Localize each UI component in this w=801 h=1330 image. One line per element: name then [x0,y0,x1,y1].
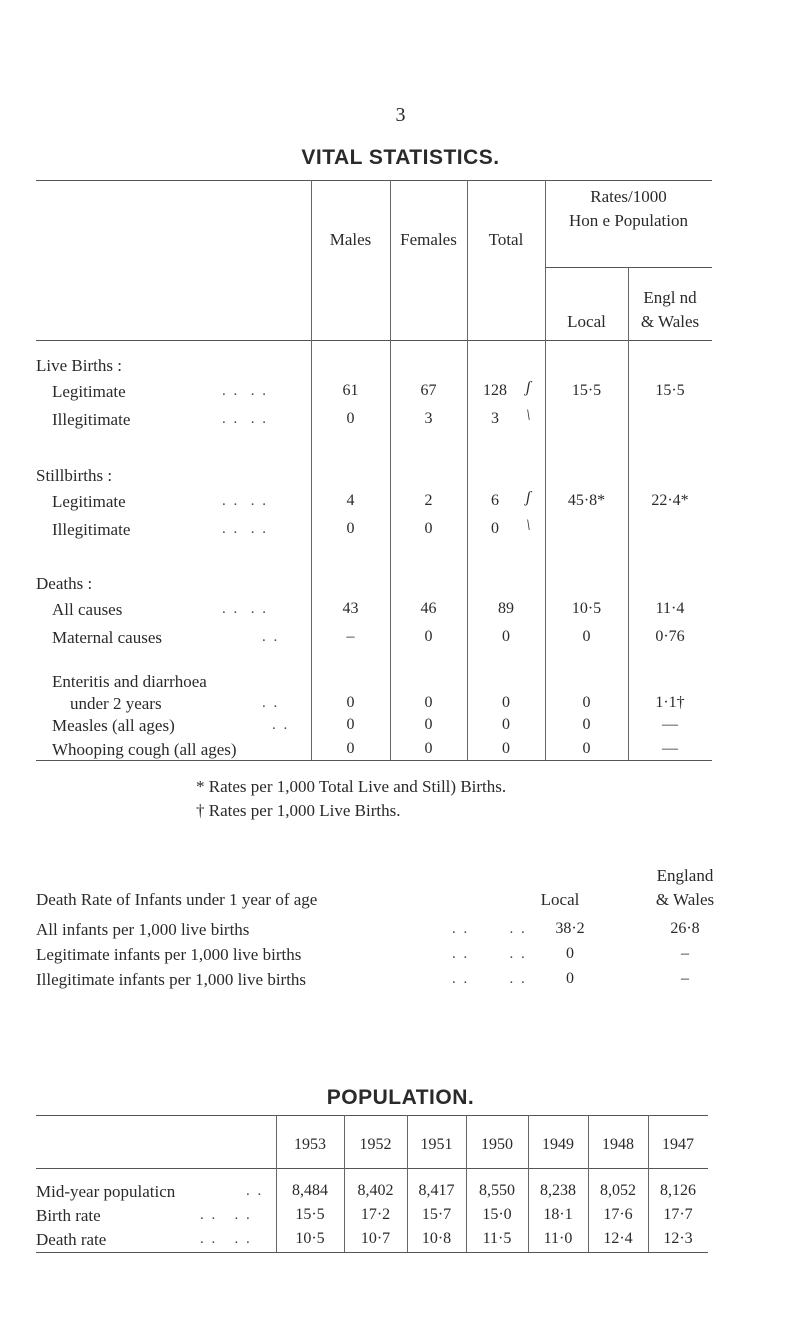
leader-dots: . . . . [452,971,527,987]
infant-col-local: Local [540,890,580,909]
pop-year-header: 1951 [420,1136,453,1153]
leader-dots: . . . . [452,946,527,962]
cell-ew-rate: — [662,740,678,757]
population-title: POPULATION. [326,1086,475,1109]
cell-local-rate: 0 [582,628,591,645]
pop-year-header: 1949 [542,1136,574,1153]
infant-row-label: Illegitimate infants per 1,000 live births [36,970,307,989]
column-divider [311,180,312,760]
cell-local-rate: 0 [582,694,591,711]
pop-row-label: Death rate [36,1230,107,1249]
infant-cell-local: 38·2 [555,920,585,937]
cell-females: 46 [420,600,437,617]
pop-cell: 11·5 [482,1230,512,1247]
header-wales: & Wales [640,312,700,331]
leader-dots: . . . . [452,921,527,937]
row-label: Illegitimate [52,410,131,429]
row-label: Legitimate [52,382,126,401]
column-divider [628,267,629,760]
pop-cell: 18·1 [543,1206,573,1223]
cell-total: 0 [502,740,510,757]
row-label: All causes [52,600,123,619]
row-label: Whooping cough (all ages) [52,740,237,759]
cell-total: 3 [491,410,499,427]
cell-males: 4 [346,492,355,509]
cell-local-rate: 0 [582,740,591,757]
pop-cell: 10·5 [295,1230,325,1247]
pop-year-header: 1947 [662,1136,694,1153]
cell-ew-rate: — [662,716,678,733]
cell-total: 0 [502,628,510,645]
cell-local-rate: 45·8* [567,492,606,509]
footnote-dagger: † Rates per 1,000 Live Births. [196,801,401,820]
cell-ew-rate: 22·4* [651,492,689,509]
pop-cell: 12·4 [603,1230,633,1247]
cell-ew-rate: 11·4 [655,600,685,617]
pop-row-label: Mid-year populaticn [36,1182,176,1201]
pop-cell: 8,126 [660,1182,696,1199]
brace-mark: \ [526,517,531,534]
infant-cell-local: 0 [566,945,574,962]
cell-males: 0 [346,694,355,711]
pop-header-rule [36,1168,708,1169]
cell-females: 2 [424,492,433,509]
infant-cell-ew: – [681,970,689,987]
leader-dots: . . [272,717,290,733]
pop-cell: 8,238 [540,1182,576,1199]
pop-cell: 17·6 [603,1206,633,1223]
leader-dots: . . [262,695,280,711]
header-home-population: Hon e Population [569,211,688,230]
pop-year-header: 1952 [359,1136,392,1153]
leader-dots: . . . . [200,1207,252,1223]
section-enteritis: Enteritis and diarrhoea [52,672,207,691]
pop-cell: 17·2 [360,1206,391,1223]
pop-top-rule [36,1115,708,1116]
cell-males: 0 [346,716,355,733]
section-live-births: Live Births : [36,356,122,375]
row-label: Measles (all ages) [52,716,175,735]
row-label: Illegitimate [52,520,131,539]
header-total: Total [488,230,524,249]
pop-cell: 10·8 [421,1230,452,1247]
cell-females: 3 [424,410,433,427]
pop-cell: 15·0 [482,1206,512,1223]
pop-year-header: 1948 [602,1136,634,1153]
header-local: Local [567,312,606,331]
leader-dots: . . . . [222,411,268,427]
cell-total: 89 [498,600,514,617]
cell-ew-rate: 15·5 [655,382,685,399]
cell-males: 0 [346,740,355,757]
cell-ew-rate: 1·1† [655,694,685,711]
leader-dots: . . . . [200,1231,252,1247]
pop-year-header: 1953 [294,1136,326,1153]
cell-total: 0 [502,716,510,733]
infant-title: Death Rate of Infants under 1 year of age [36,890,318,909]
brace-mark: ʃ [526,489,531,506]
header-rates: Rates/1000 [590,187,667,206]
infant-cell-local: 0 [566,970,574,987]
pop-row-label: Birth rate [36,1206,101,1225]
pop-year-header: 1950 [481,1136,513,1153]
cell-males: – [346,628,355,645]
row-label: Legitimate [52,492,126,511]
footnote-asterisk: * Rates per 1,000 Total Live and Still) Births. [196,777,507,796]
table-bottom-rule [36,760,712,761]
cell-local-rate: 10·5 [571,600,602,617]
cell-females: 0 [424,694,433,711]
leader-dots: . . . . [222,601,268,617]
column-divider [545,180,546,760]
leader-dots: . . . . [222,493,268,509]
infant-col-england: England [656,866,714,885]
infant-cell-ew: 26·8 [670,920,700,937]
header-males: Males [329,230,372,249]
cell-total: 128 [483,382,507,399]
pop-cell: 8,417 [418,1182,455,1199]
cell-local-rate: 15·5 [571,382,602,399]
cell-females: 67 [420,382,437,399]
section-stillbirths: Stillbirths : [36,466,113,485]
leader-dots: . . [262,629,280,645]
cell-males: 0 [346,520,355,537]
header-females: Females [400,230,457,249]
cell-males: 61 [342,382,359,399]
vital-statistics-title: VITAL STATISTICS. [301,146,500,169]
brace-mark: \ [526,407,531,424]
cell-total: 0 [491,520,499,537]
cell-females: 0 [424,740,433,757]
header-england: Engl nd [643,288,697,307]
cell-females: 0 [424,520,433,537]
table-header-rule [36,340,712,341]
pop-cell: 15·7 [421,1206,452,1223]
pop-cell: 11·0 [543,1230,573,1247]
cell-local-rate: 0 [582,716,591,733]
pop-cell: 8,402 [357,1182,394,1199]
leader-dots: . . . . [222,383,268,399]
infant-row-label: Legitimate infants per 1,000 live births [36,945,302,964]
pop-cell: 15·5 [295,1206,325,1223]
pop-cell: 8,052 [600,1182,636,1199]
pop-cell: 12·3 [663,1230,693,1247]
pop-bottom-rule [36,1252,708,1253]
cell-males: 43 [342,600,359,617]
cell-total: 0 [502,694,510,711]
column-divider [390,180,391,760]
table-top-rule [36,180,712,181]
cell-males: 0 [346,410,355,427]
pop-cell: 17·7 [663,1206,693,1223]
infant-col-wales: & Wales [655,890,715,909]
brace-mark: ʃ [526,379,531,396]
pop-cell: 8,550 [479,1182,515,1199]
cell-ew-rate: 0·76 [655,628,685,645]
cell-females: 0 [424,716,433,733]
pop-cell: 10·7 [360,1230,391,1247]
section-deaths: Deaths : [36,574,93,593]
pop-cell: 8,484 [292,1182,328,1199]
row-label: Maternal causes [52,628,162,647]
leader-dots: . . . . [222,521,268,537]
row-label: under 2 years [70,694,162,713]
cell-total: 6 [491,492,499,509]
cell-females: 0 [424,628,433,645]
leader-dots: . . [246,1183,264,1199]
page-number: 3 [395,104,406,126]
infant-cell-ew: – [681,945,689,962]
infant-row-label: All infants per 1,000 live births [36,920,250,939]
column-divider [467,180,468,760]
